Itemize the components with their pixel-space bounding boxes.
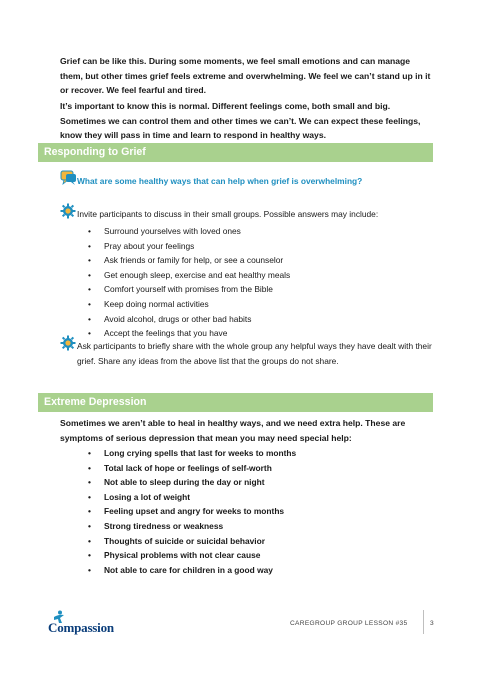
list-item: • Physical problems with not clear cause	[88, 548, 428, 563]
gear-icon	[60, 203, 76, 219]
list-item: • Strong tiredness or weakness	[88, 519, 428, 534]
intro-paragraph-1: Grief can be like this. During some moments, we feel small emotions and can manage them, but other times grief feels extreme and overwhelming. We feel we can’t stand up in it or recover. We feel fearful and tired.	[60, 56, 431, 96]
question-text: What are some healthy ways that can help when grief is overwhelming?	[77, 176, 363, 186]
compassion-logo	[40, 610, 140, 640]
list-item: • Surround yourselves with loved ones	[88, 224, 428, 239]
list-item: • Total lack of hope or feelings of self-worth	[88, 461, 428, 476]
gear-icon	[60, 335, 76, 351]
facilitator-instruction-2	[60, 339, 449, 368]
instruction-text-2: Ask participants to briefly share with the whole group any helpful ways they have dealt with their grief. Share any ideas from the above list that the groups do not share.	[77, 341, 432, 366]
speech-bubble-icon	[60, 170, 77, 186]
depression-intro-paragraph: Sometimes we aren’t able to heal in healthy ways, and we need extra help. These are symptoms of serious depression that mean you may need special help:	[60, 418, 406, 443]
list-item: • Avoid alcohol, drugs or other bad habits	[88, 312, 428, 327]
list-item: • Long crying spells that last for weeks to months	[88, 446, 428, 461]
section-header-extreme-depression: Extreme Depression	[38, 393, 433, 412]
list-item: • Feeling upset and angry for weeks to months	[88, 504, 428, 519]
facilitator-instruction-1	[60, 207, 449, 222]
footer-lesson-label: CAREGROUP GROUP LESSON #35	[290, 620, 408, 627]
list-item: • Accept the feelings that you have	[88, 326, 428, 341]
section-header-responding-to-grief: Responding to Grief	[38, 143, 433, 162]
healthy-ways-list	[88, 224, 428, 341]
page-number: 3	[430, 620, 434, 627]
list-item: • Not able to sleep during the day or night	[88, 475, 428, 490]
depression-symptoms-list	[88, 446, 428, 577]
footer-divider	[423, 610, 424, 634]
list-item: • Thoughts of suicide or suicidal behavior	[88, 534, 428, 549]
list-item: • Pray about your feelings	[88, 239, 428, 254]
list-item: • Losing a lot of weight	[88, 490, 428, 505]
list-item: • Not able to care for children in a good way	[88, 563, 428, 578]
list-item: • Keep doing normal activities	[88, 297, 428, 312]
logo-text: Compassion	[48, 620, 114, 635]
list-item: • Ask friends or family for help, or see a counselor	[88, 253, 428, 268]
instruction-text-1: Invite participants to discuss in their small groups. Possible answers may include:	[77, 209, 379, 219]
discussion-question	[60, 174, 449, 189]
list-item: • Get enough sleep, exercise and eat healthy meals	[88, 268, 428, 283]
intro-paragraph-2: It’s important to know this is normal. Different feelings come, both small and big. Sometimes we can control them and other times we can’t. We can expect these feelings, know they will pass in time and learn to respond in healthy ways.	[60, 101, 421, 141]
list-item: • Comfort yourself with promises from the Bible	[88, 282, 428, 297]
